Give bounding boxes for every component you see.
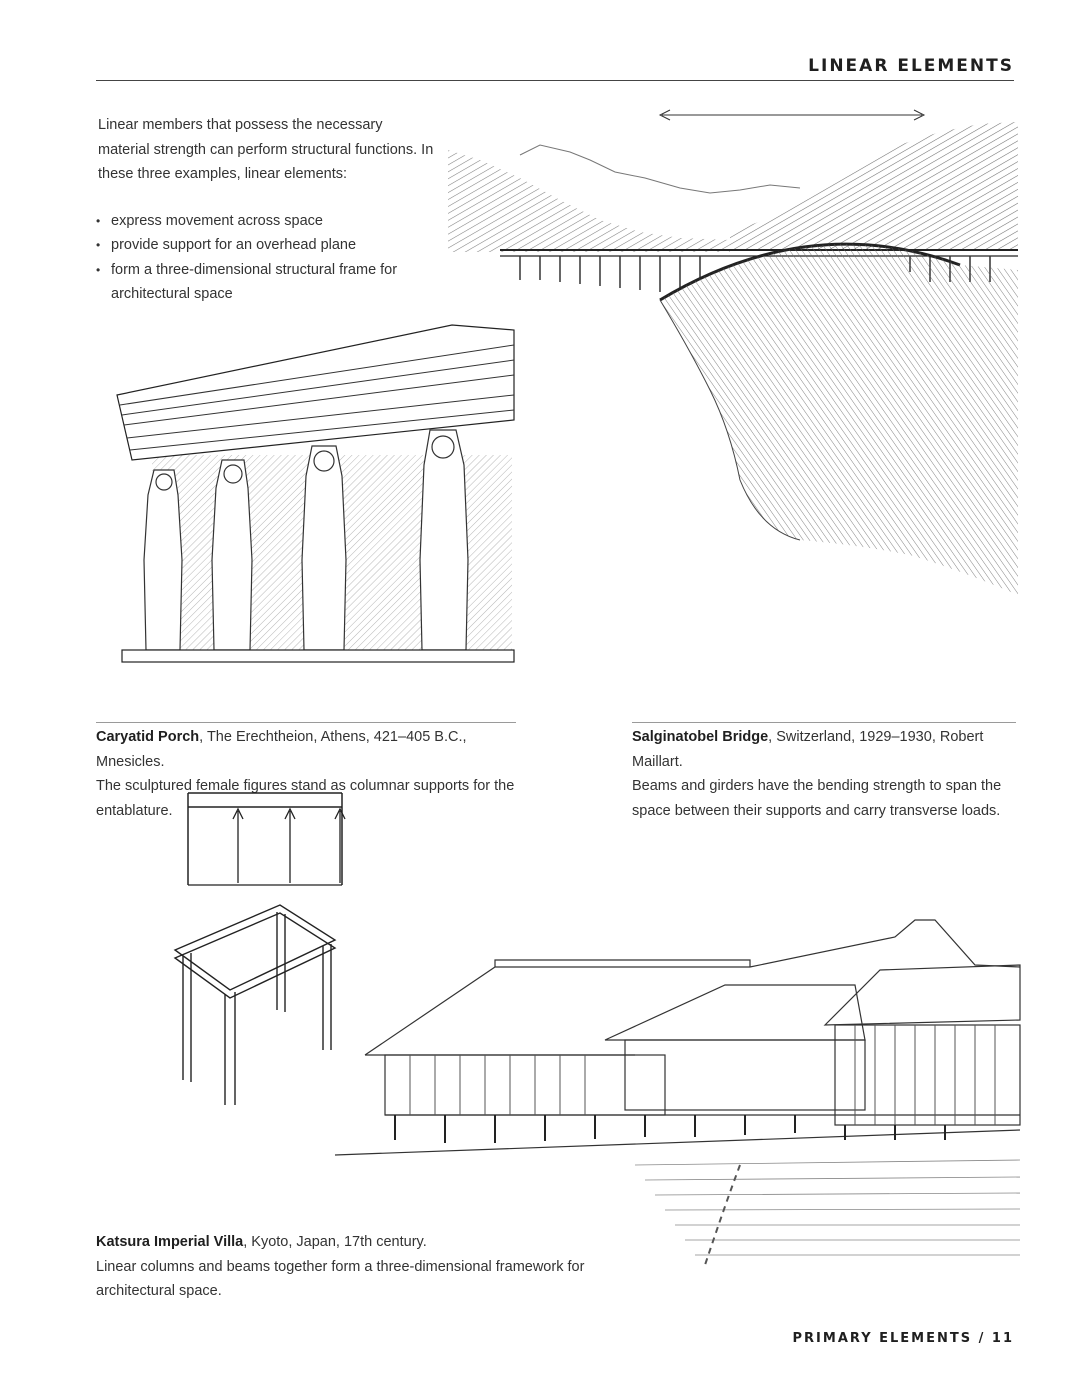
post-beam-diagram xyxy=(180,785,350,890)
header-rule xyxy=(96,80,1014,81)
intro-paragraph: Linear members that possess the necessary material strength can perform structural functions. In these three examples, linear elements: xyxy=(98,117,434,182)
caption-rule-right xyxy=(632,722,1016,723)
bridge-caption xyxy=(632,725,1016,823)
bullet-item: • express movement across space xyxy=(96,209,436,234)
bridge-illustration xyxy=(440,100,1020,600)
caption-rule-left xyxy=(96,722,516,723)
span-arrow xyxy=(660,110,924,120)
frame-diagram xyxy=(165,900,350,1110)
intro-text xyxy=(96,113,436,307)
caryatid-porch-illustration xyxy=(112,320,517,670)
caption-title: Katsura Imperial Villa xyxy=(96,1234,244,1250)
caption-text: Linear columns and beams together form a three-dimensional framework for architectural space. xyxy=(96,1258,585,1299)
katsura-villa-illustration xyxy=(335,915,1020,1280)
intro-bullet-list xyxy=(96,209,436,307)
page-footer: PRIMARY ELEMENTS / 11 xyxy=(792,1331,1014,1346)
caption-text: The sculptured female figures stand as columnar supports for the entablature. xyxy=(96,778,515,819)
section-title: LINEAR ELEMENTS xyxy=(808,56,1014,76)
caption-title: Salginatobel Bridge xyxy=(632,729,769,745)
bullet-item: • provide support for an overhead plane xyxy=(96,233,436,258)
caption-detail: , Switzerland, 1929–1930, Robert Maillart. xyxy=(632,729,984,770)
caption-detail: , Kyoto, Japan, 17th century. xyxy=(243,1234,427,1250)
caption-detail: , The Erechtheion, Athens, 421–405 B.C., Mnesicles. xyxy=(96,729,467,770)
bullet-item: • form a three-dimensional structural frame for architectural space xyxy=(96,258,436,307)
katsura-caption xyxy=(96,1230,656,1304)
caption-title: Caryatid Porch xyxy=(96,729,200,745)
caption-text: Beams and girders have the bending strength to span the space between their supports and carry transverse loads. xyxy=(632,778,1002,819)
